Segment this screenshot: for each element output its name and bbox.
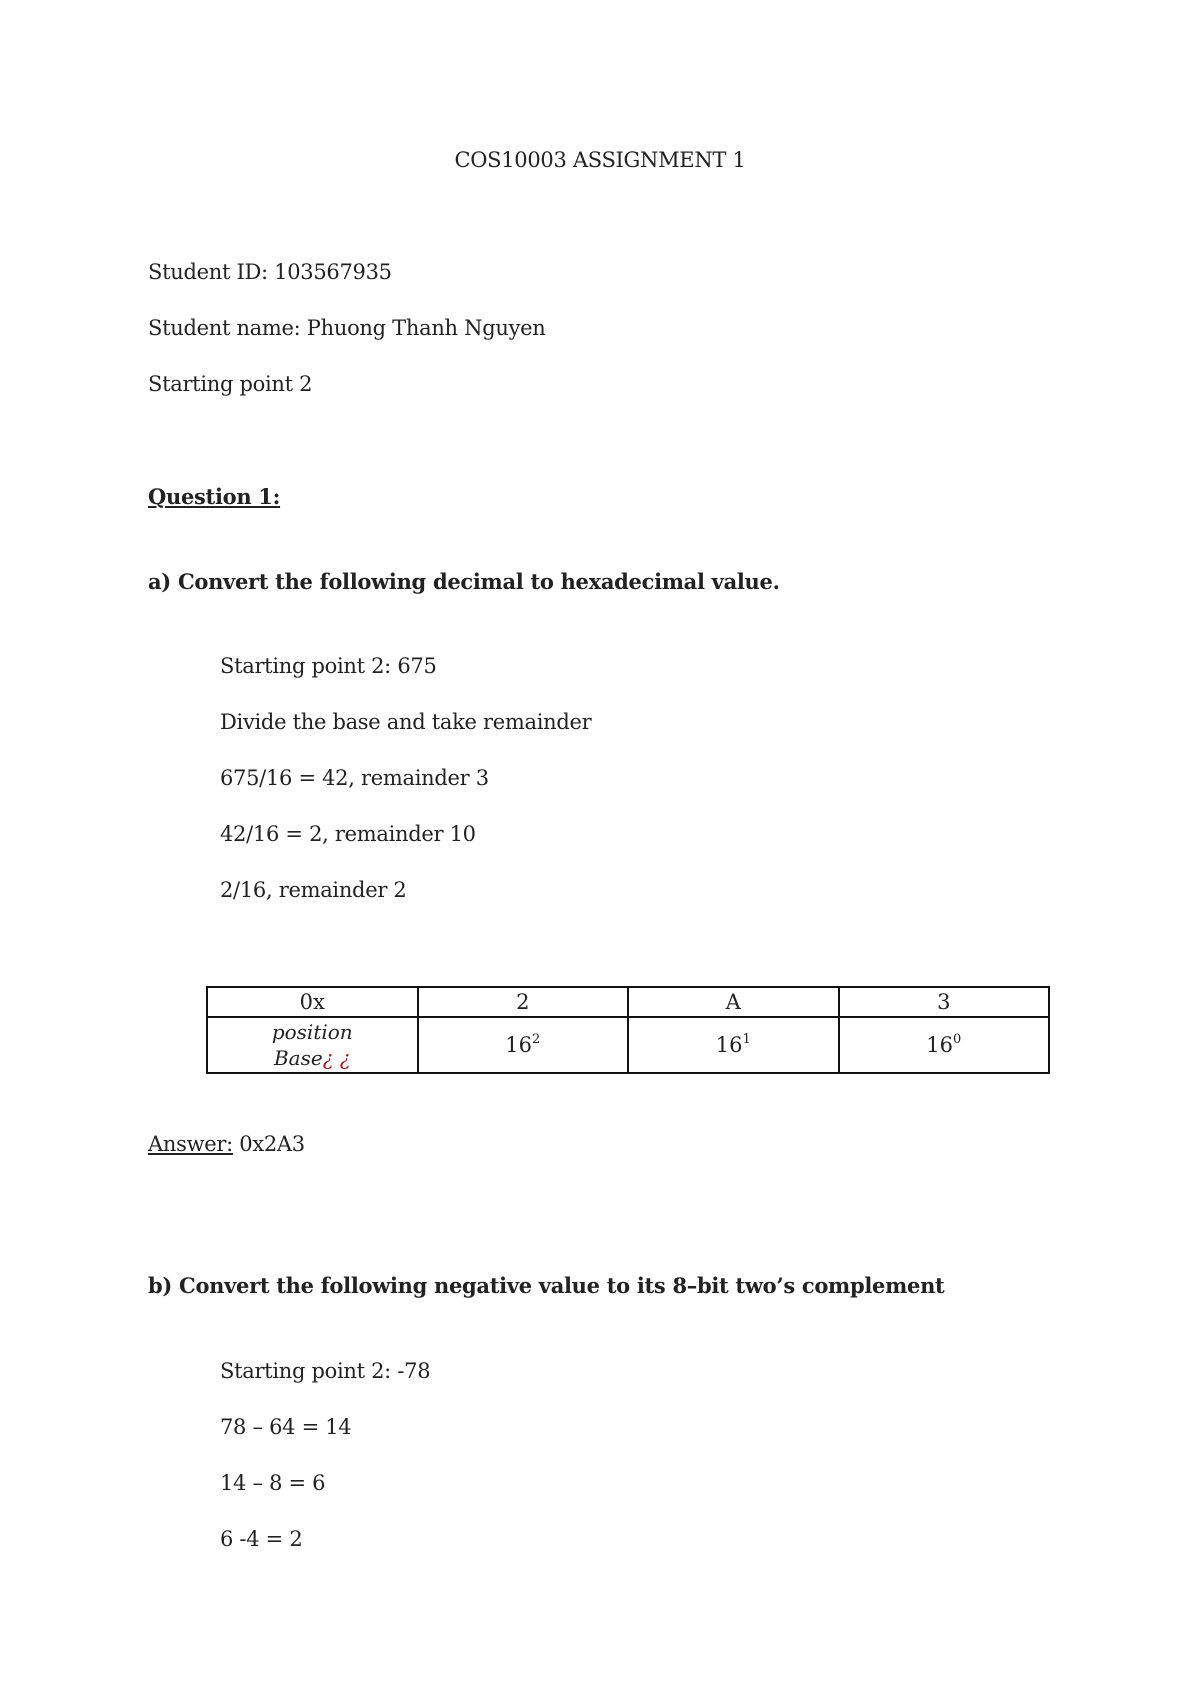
table-cell: 0x [207, 987, 418, 1017]
table-cell: 3 [839, 987, 1050, 1017]
part-a-line: Divide the base and take remainder [220, 710, 592, 734]
table-cell-power [418, 1017, 629, 1073]
document-title: COS10003 ASSIGNMENT 1 [454, 148, 746, 172]
formula-position: position [271, 1020, 353, 1044]
table-row [207, 1017, 1049, 1073]
table-cell-formula [207, 1017, 418, 1073]
part-b-line: 14 – 8 = 6 [220, 1471, 326, 1495]
power-exponent: 1 [742, 1032, 751, 1047]
part-a-heading: a) Convert the following decimal to hexadecimal value. [148, 569, 780, 594]
part-a-line: Starting point 2: 675 [220, 654, 437, 678]
part-b-line: Starting point 2: -78 [220, 1359, 431, 1383]
table-cell: A [628, 987, 839, 1017]
answer-line [148, 1130, 305, 1158]
table-cell: 2 [418, 987, 629, 1017]
student-name: Student name: Phuong Thanh Nguyen [148, 316, 546, 340]
power-base: 16 [505, 1033, 532, 1057]
part-a-line: 2/16, remainder 2 [220, 878, 407, 902]
part-b-line: 6 -4 = 2 [220, 1527, 303, 1551]
answer-value: 0x2A3 [232, 1132, 305, 1156]
table-row [207, 987, 1049, 1017]
formula-error-glyphs: ¿ ¿ [322, 1046, 351, 1070]
formula-base [208, 1045, 417, 1071]
formula-base-text: Base [273, 1046, 323, 1070]
part-b-heading: b) Convert the following negative value to its 8–bit two’s complement [148, 1273, 945, 1298]
part-a-line: 675/16 = 42, remainder 3 [220, 766, 489, 790]
table-cell-power [628, 1017, 839, 1073]
hex-position-table [206, 986, 1050, 1074]
table-cell-power [839, 1017, 1050, 1073]
power-exponent: 0 [952, 1032, 962, 1047]
part-b-line: 78 – 64 = 14 [220, 1415, 352, 1439]
answer-label: Answer: [148, 1132, 233, 1156]
power-base: 16 [926, 1033, 953, 1057]
power-base: 16 [715, 1033, 743, 1057]
starting-point: Starting point 2 [148, 372, 313, 396]
student-id: Student ID: 103567935 [148, 260, 392, 284]
question-1-heading: Question 1: [148, 484, 281, 509]
power-exponent: 2 [531, 1032, 541, 1047]
part-a-line: 42/16 = 2, remainder 10 [220, 822, 476, 846]
